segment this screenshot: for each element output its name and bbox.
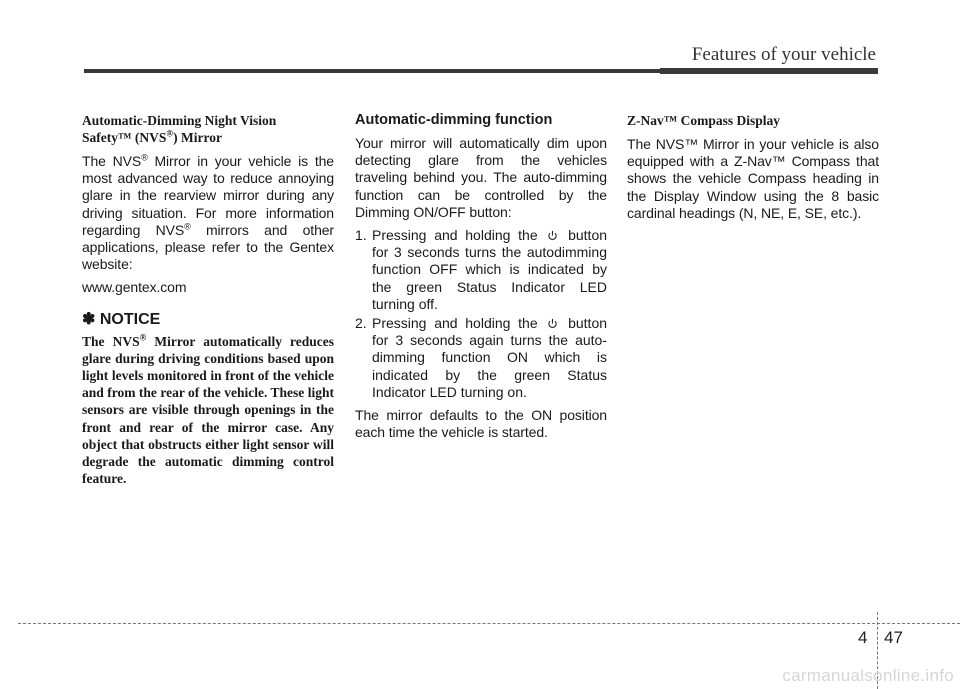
notice-heading: ✽ NOTICE	[82, 310, 161, 328]
column-nvs-mirror	[82, 112, 334, 487]
compass-heading: Z-Nav™ Compass Display	[627, 113, 781, 128]
dimming-steps	[355, 227, 607, 401]
power-button-icon	[547, 318, 558, 329]
nvs-heading: Automatic-Dimming Night Vision Safety™ (NVS®) Mirror	[82, 113, 277, 145]
notice-text: The NVS® Mirror automatically reduces glare during driving conditions based upon light levels monitored in front of the vehicle and from the rear of the vehicle. These light sensors are visible through openings in the front and rear of the mirror case. Any object that obstructs either light sensor will degrade the automatic dimming control feature.	[82, 332, 335, 487]
header-rule	[84, 69, 878, 73]
auto-dimming-intro: Your mirror will automatically dim upon detecting glare from the vehicles traveling behind you. The auto-dimming function can be controlled by the Dimming ON/OFF button:	[355, 135, 607, 220]
list-item: 2. Pressing and holding the button for 3 seconds again turns the auto-dimming function ON which is indicated by the green Status Indicator LED turning on.	[355, 315, 608, 400]
list-item: 1. Pressing and holding the button for 3 seconds turns the autodimming function OFF which is indicated by the green Status Indicator LED turning off.	[355, 227, 608, 312]
column-auto-dimming	[355, 112, 607, 447]
chapter-number: 4	[858, 628, 868, 647]
power-button-icon	[547, 230, 558, 241]
watermark: carmanualsonline.info	[782, 666, 954, 685]
gentex-website: www.gentex.com	[82, 279, 187, 296]
nvs-intro-paragraph: The NVS® Mirror in your vehicle is the most advanced way to reduce annoying glare in the rearview mirror during any driving situation. For more information regarding NVS® mirrors and other applications, please refer to the Gentex website:	[82, 152, 334, 273]
footer-rule	[18, 623, 960, 624]
column-compass	[627, 112, 879, 228]
default-on-paragraph: The mirror defaults to the ON position each time the vehicle is started.	[355, 407, 607, 441]
page-number: 47	[884, 628, 903, 647]
section-title: Features of your vehicle	[691, 44, 876, 65]
notice-icon: ✽	[82, 310, 96, 328]
auto-dimming-heading: Automatic-dimming function	[355, 112, 553, 128]
compass-paragraph: The NVS™ Mirror in your vehicle is also equipped with a Z-Nav™ Compass that shows the vehicle Compass heading in the Display Window using the 8 basic cardinal headings (N, NE, E, SE, etc.).	[627, 136, 879, 221]
